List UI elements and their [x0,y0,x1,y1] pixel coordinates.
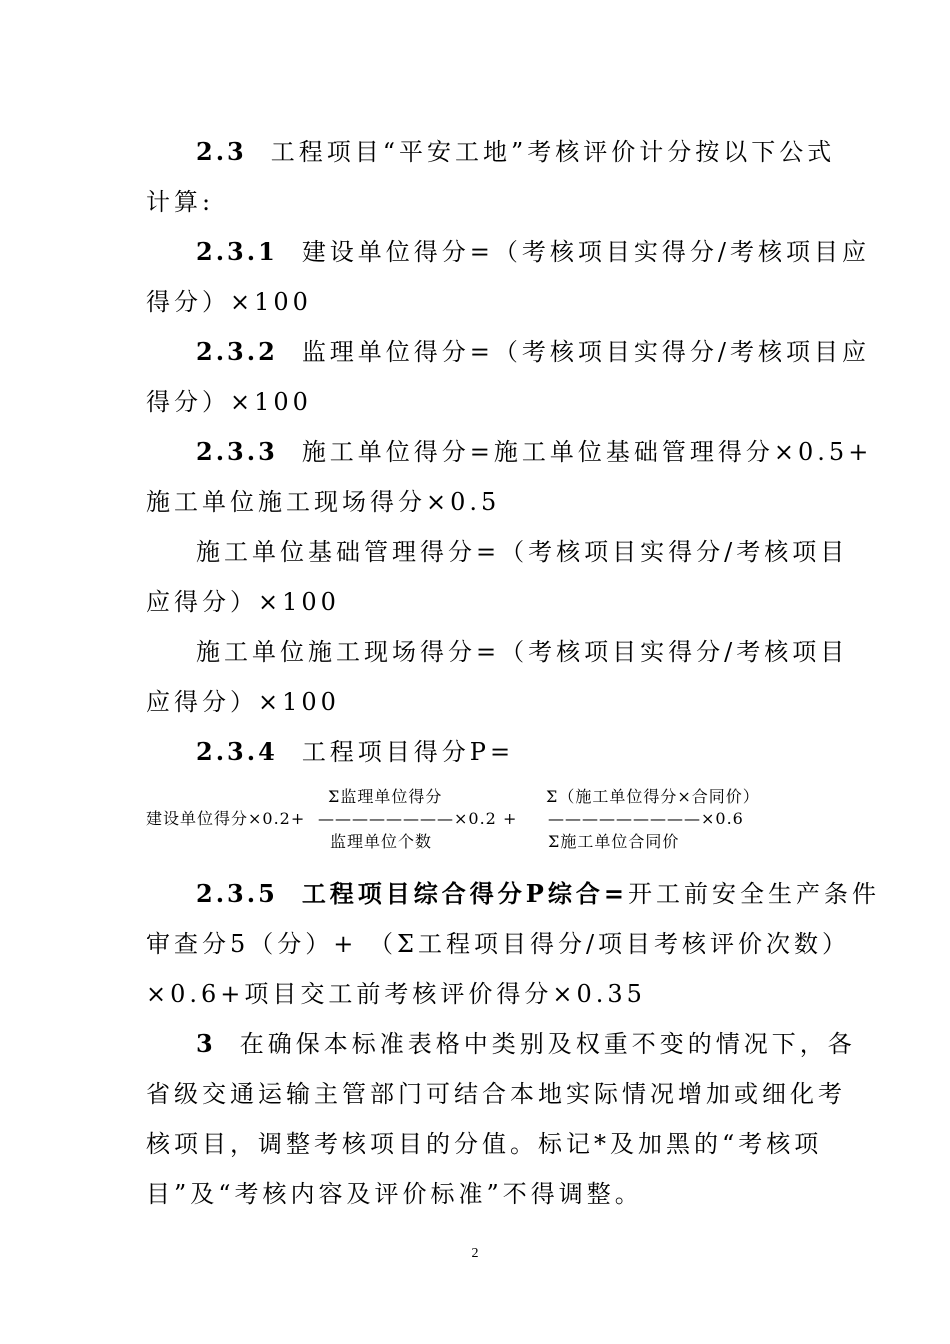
para-3-line1: 3 在确保本标准表格中类别及权重不变的情况下，各 [196,1029,856,1058]
para-3-line3: 核项目，调整考核项目的分值。标记*及加黑的“考核项 [146,1130,823,1158]
section-number: 2.3.2 [196,337,278,366]
para-2-3-3-line1: 2.3.3 施工单位得分=施工单位基础管理得分×0.5+ [196,437,873,466]
para-base-mgmt-line1: 施工单位基础管理得分=（考核项目实得分/考核项目 [196,538,849,566]
page-number: 2 [471,1246,479,1261]
formula-numerator-1: Σ监理单位得分 [328,787,443,806]
para-2-3-5-line1: 2.3.5 工程项目综合得分P综合=开工前安全生产条件 [196,879,880,908]
para-2-3-2-line1: 2.3.2 监理单位得分=（考核项目实得分/考核项目应 [196,337,871,366]
formula-fraction-bar-2: —————————×0.6 [548,809,744,828]
para-2-3-5-line3: ×0.6+项目交工前考核评价得分×0.35 [146,980,646,1008]
section-number: 2.3.1 [196,237,278,266]
para-site-line1: 施工单位施工现场得分=（考核项目实得分/考核项目 [196,638,849,666]
section-number: 2.3.3 [196,437,278,466]
para-2-3-4-line1: 2.3.4 工程项目得分P= [196,737,515,766]
section-number: 2.3 [196,137,247,166]
para-2-3-line1: 2.3 工程项目“平安工地”考核评价计分按以下公式 [196,137,836,166]
para-2-3-line2: 计算: [146,188,215,216]
formula-denominator-1: 监理单位个数 [330,832,433,851]
section-number: 2.3.5 [196,879,278,908]
para-site-line2: 应得分）×100 [146,688,340,716]
para-3-line4: 目”及“考核内容及评价标准”不得调整。 [146,1180,643,1208]
para-2-3-1-line2: 得分）×100 [146,288,312,316]
para-2-3-3-line2: 施工单位施工现场得分×0.5 [146,488,501,516]
section-number: 2.3.4 [196,737,278,766]
bold-term: 工程项目综合得分P综合= [301,879,628,908]
para-2-3-5-line2: 审查分5（分）+ （Σ工程项目得分/项目考核评价次数） [146,930,851,958]
para-2-3-1-line1: 2.3.1 建设单位得分=（考核项目实得分/考核项目应 [196,237,871,266]
formula-denominator-2: Σ施工单位合同价 [548,832,680,851]
formula-prefix: 建设单位得分×0.2+ [146,809,306,828]
para-2-3-2-line2: 得分）×100 [146,388,312,416]
formula-numerator-2: Σ（施工单位得分×合同价） [546,787,760,806]
para-base-mgmt-line2: 应得分）×100 [146,588,340,616]
para-3-line2: 省级交通运输主管部门可结合本地实际情况增加或细化考 [146,1080,846,1108]
section-number: 3 [196,1029,216,1058]
formula-fraction-bar-1: ————————×0.2 + [318,809,518,828]
